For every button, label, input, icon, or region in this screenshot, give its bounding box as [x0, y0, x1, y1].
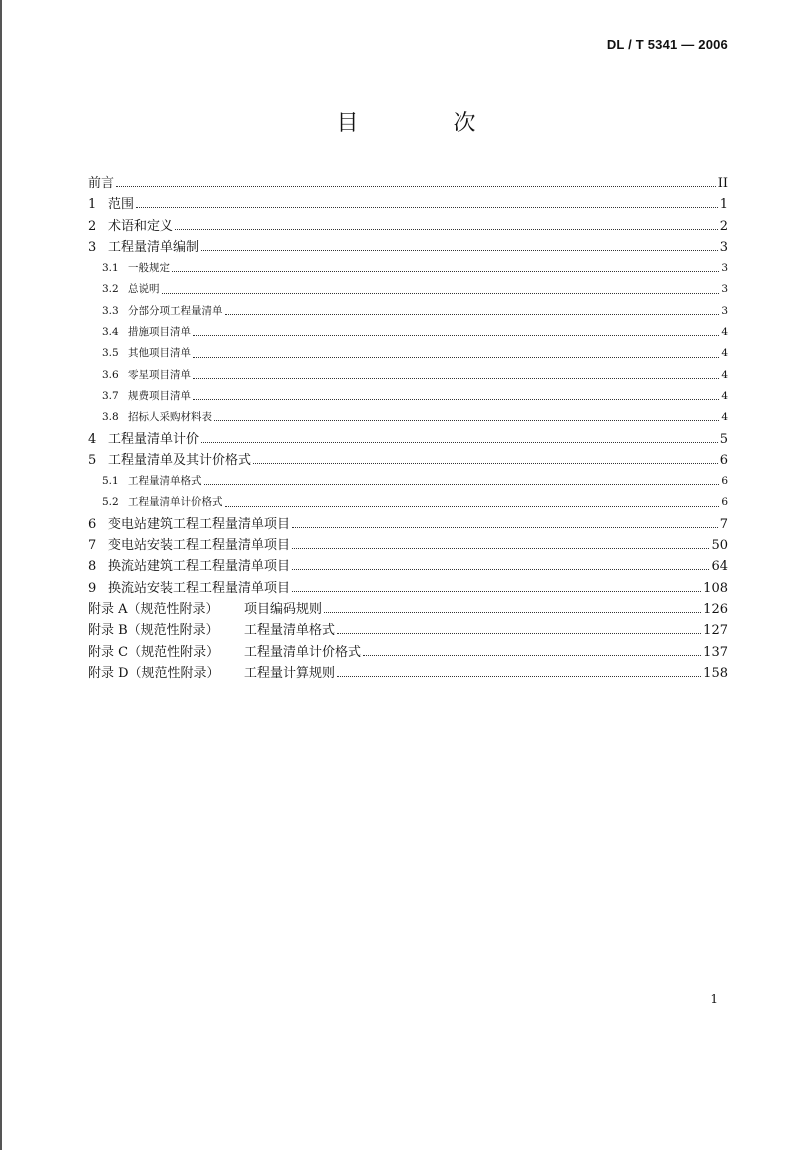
toc-entry-page: 50 [711, 538, 728, 554]
toc-leader-dots [116, 186, 716, 187]
toc-entry-page: 158 [703, 665, 728, 681]
toc-entry-number: 附录 B（规范性附录） [88, 623, 219, 639]
toc-entry[interactable] [88, 535, 728, 556]
toc-entry-number: 1 [88, 197, 97, 213]
toc-entry-page: 3 [721, 283, 728, 296]
toc-entry-number: 3.1 [102, 262, 119, 275]
toc-entry-page: 6 [719, 452, 728, 468]
toc-entry-number: 3.6 [102, 368, 119, 381]
toc-entry-title: 工程量清单及其计价格式 [108, 452, 252, 468]
page-title: 目 次 [336, 111, 520, 136]
toc-entry-page: 3 [721, 262, 728, 275]
toc-entry[interactable] [88, 578, 728, 599]
toc-entry-title: 总说明 [128, 283, 160, 296]
toc-entry-page: II [717, 176, 728, 191]
toc-entry-page: 126 [703, 601, 728, 617]
toc-leader-dots [175, 229, 718, 230]
toc-entry-title: 前言 [88, 176, 115, 191]
toc-entry-page: 108 [703, 580, 728, 596]
toc-entry-title: 工程量清单格式 [128, 475, 202, 488]
toc-leader-dots [292, 527, 718, 528]
toc-leader-dots [201, 250, 718, 251]
toc-entry-page: 1 [719, 197, 728, 213]
toc-entry-title: 换流站建筑工程工程量清单项目 [108, 559, 291, 575]
toc-entry-title: 换流站安装工程工程量清单项目 [108, 580, 291, 596]
toc-entry[interactable] [88, 663, 728, 684]
toc-leader-dots [193, 399, 719, 400]
toc-entry[interactable] [88, 322, 728, 343]
toc-entry-title: 分部分项工程量清单 [128, 304, 223, 317]
toc-entry[interactable] [88, 194, 728, 215]
toc-entry-number: 3.7 [102, 389, 119, 402]
toc-entry[interactable] [88, 429, 728, 450]
toc-leader-dots [193, 357, 719, 358]
toc-entry-number: 3.3 [102, 304, 119, 317]
toc-entry-number: 5.2 [102, 496, 119, 509]
toc-entry-page: 4 [721, 326, 728, 339]
toc-entry-number: 5 [88, 452, 97, 468]
toc-entry-page: 3 [719, 239, 728, 255]
toc-entry[interactable] [88, 279, 728, 300]
toc-entry[interactable] [88, 237, 728, 258]
toc-entry-title: 规费项目清单 [128, 389, 191, 402]
toc-leader-dots [253, 463, 718, 464]
toc-leader-dots [363, 655, 701, 656]
table-of-contents [88, 173, 728, 684]
toc-entry-number: 2 [88, 218, 97, 234]
toc-entry-number: 7 [88, 538, 97, 554]
toc-entry-page: 4 [721, 389, 728, 402]
toc-entry[interactable] [88, 556, 728, 577]
toc-entry[interactable] [88, 620, 728, 641]
toc-entry[interactable] [88, 514, 728, 535]
toc-entry[interactable] [88, 407, 728, 428]
toc-entry-page: 4 [721, 411, 728, 424]
toc-entry-number: 附录 C（规范性附录） [88, 644, 220, 660]
toc-entry-number: 8 [88, 559, 97, 575]
toc-entry[interactable] [88, 642, 728, 663]
toc-leader-dots [337, 676, 701, 677]
toc-entry-title: 工程量清单编制 [108, 239, 200, 255]
toc-entry-number: 5.1 [102, 475, 119, 488]
toc-entry-title: 工程量清单计价 [108, 431, 200, 447]
toc-leader-dots [201, 442, 718, 443]
toc-leader-dots [214, 420, 719, 421]
toc-entry-number: 3.5 [102, 347, 119, 360]
toc-entry-page: 127 [703, 623, 728, 639]
toc-leader-dots [193, 378, 719, 379]
toc-entry-title: 其他项目清单 [128, 347, 191, 360]
toc-entry-title: 变电站安装工程工程量清单项目 [108, 538, 291, 554]
page-number: 1 [710, 992, 718, 1006]
toc-leader-dots [292, 569, 709, 570]
toc-leader-dots [324, 612, 701, 613]
toc-leader-dots [225, 506, 720, 507]
toc-entry-title: 工程量计算规则 [244, 665, 336, 681]
toc-entry-page: 6 [721, 475, 728, 488]
toc-entry-page: 5 [719, 431, 728, 447]
standard-code: DL / T 5341 — 2006 [606, 37, 728, 52]
toc-entry[interactable] [88, 173, 728, 194]
toc-entry-number: 9 [88, 580, 97, 596]
toc-entry-number: 6 [88, 516, 97, 532]
toc-leader-dots [292, 548, 709, 549]
toc-entry-title: 项目编码规则 [244, 601, 323, 617]
toc-entry-page: 137 [703, 644, 728, 660]
toc-entry-title: 范围 [108, 197, 135, 213]
toc-entry[interactable] [88, 471, 728, 492]
toc-entry-number: 4 [88, 431, 97, 447]
toc-entry[interactable] [88, 599, 728, 620]
toc-entry[interactable] [88, 492, 728, 513]
toc-leader-dots [136, 207, 718, 208]
toc-entry[interactable] [88, 450, 728, 471]
toc-entry-title: 术语和定义 [108, 218, 174, 234]
toc-leader-dots [193, 335, 719, 336]
toc-entry-title: 工程量清单格式 [244, 623, 336, 639]
toc-entry-page: 6 [721, 496, 728, 509]
toc-entry-number: 附录 A（规范性附录） [88, 601, 219, 617]
toc-entry-number: 附录 D（规范性附录） [88, 665, 220, 681]
toc-entry-page: 64 [711, 559, 728, 575]
toc-entry[interactable] [88, 301, 728, 322]
toc-entry-number: 3.8 [102, 411, 119, 424]
toc-entry-title: 一般规定 [128, 262, 170, 275]
toc-entry-page: 4 [721, 368, 728, 381]
toc-leader-dots [225, 314, 720, 315]
page-left-border [0, 0, 2, 1150]
toc-leader-dots [172, 271, 719, 272]
toc-entry-number: 3.4 [102, 326, 119, 339]
toc-entry-page: 7 [719, 516, 728, 532]
toc-entry-page: 3 [721, 304, 728, 317]
toc-entry-number: 3 [88, 239, 97, 255]
toc-entry-title: 招标人采购材料表 [128, 411, 212, 424]
toc-entry-page: 2 [719, 218, 728, 234]
toc-entry-title: 工程量清单计价格式 [128, 496, 223, 509]
toc-entry-number: 3.2 [102, 283, 119, 296]
toc-leader-dots [292, 591, 701, 592]
toc-entry[interactable] [88, 216, 728, 237]
toc-entry-title: 变电站建筑工程工程量清单项目 [108, 516, 291, 532]
toc-entry[interactable] [88, 386, 728, 407]
toc-leader-dots [337, 633, 701, 634]
toc-leader-dots [162, 293, 720, 294]
toc-entry-title: 零星项目清单 [128, 368, 191, 381]
toc-entry[interactable] [88, 258, 728, 279]
toc-entry[interactable] [88, 343, 728, 364]
toc-entry-title: 措施项目清单 [128, 326, 191, 339]
toc-entry-page: 4 [721, 347, 728, 360]
toc-entry-title: 工程量清单计价格式 [244, 644, 362, 660]
toc-leader-dots [204, 484, 720, 485]
toc-entry[interactable] [88, 365, 728, 386]
